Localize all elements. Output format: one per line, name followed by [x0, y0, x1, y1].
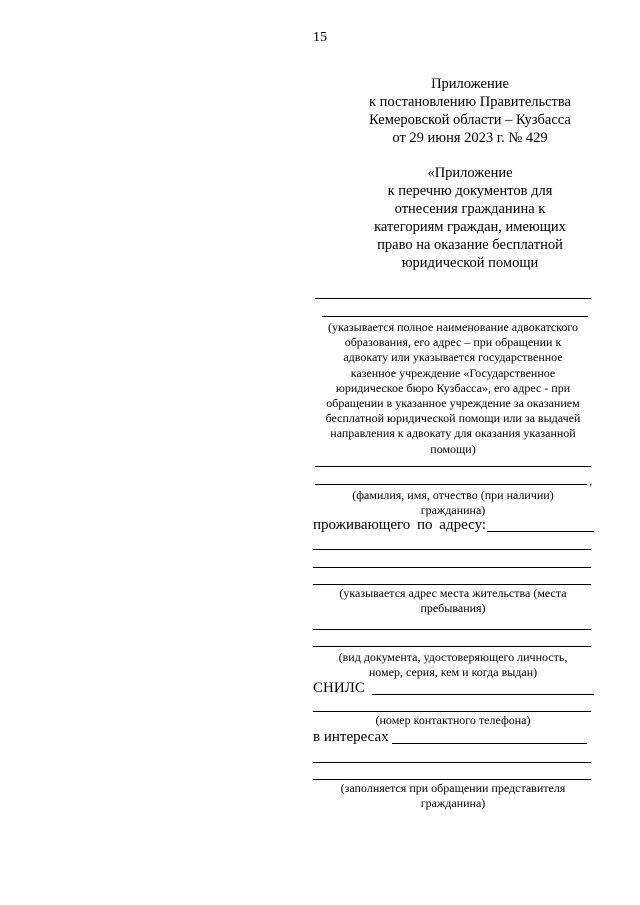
appendix-title-line: отнесения гражданина к — [394, 201, 546, 217]
hint-line: (заполняется при обращении представителя — [340, 781, 566, 795]
snils-field-line[interactable] — [372, 694, 594, 695]
interests-field-line[interactable] — [392, 743, 587, 744]
hint-line: гражданина) — [420, 796, 486, 811]
hint-line: номер, серия, кем и когда выдан) — [368, 665, 538, 680]
appendix-title-line: «Приложение — [427, 165, 513, 181]
header-line: к постановлению Правительства — [369, 94, 571, 110]
interests-field-line[interactable] — [313, 779, 591, 780]
hint-line: (указывается полное наименование адвокатского — [327, 320, 579, 334]
identity-field-line[interactable] — [313, 629, 591, 630]
hint-line: бесплатной юридической помощи или за выдачей — [325, 411, 581, 426]
name-hint — [312, 488, 594, 518]
phone-field-line[interactable] — [313, 711, 591, 712]
appendix-title-line: юридической помощи — [401, 255, 539, 271]
phone-hint — [312, 713, 594, 728]
hint-line: обращении в указанное учреждение за оказанием — [326, 396, 580, 411]
organization-field-line[interactable] — [315, 298, 591, 299]
name-field-line[interactable] — [315, 466, 591, 467]
hint-line: казенное учреждение «Государственное — [350, 365, 556, 380]
representative-hint — [312, 781, 594, 811]
hint-line: образования, его адрес – при обращении к — [344, 335, 562, 350]
address-field-line[interactable] — [313, 549, 591, 550]
hint-line: (номер контактного телефона) — [375, 713, 531, 727]
address-hint — [312, 586, 594, 616]
page-number: 15 — [313, 30, 327, 45]
interests-field-line[interactable] — [313, 762, 591, 763]
appendix-title-line: к перечню документов для — [387, 183, 553, 199]
name-field-line[interactable] — [315, 484, 587, 485]
name-comma: , — [589, 473, 593, 488]
header-line: Кемеровской области – Кузбасса — [369, 112, 571, 128]
hint-line: (указывается адрес места жительства (места — [339, 586, 567, 600]
hint-line: юридическое бюро Кузбасса», его адрес - при — [335, 380, 571, 395]
appendix-title-line: категориям граждан, имеющих — [374, 219, 566, 235]
snils-label: СНИЛС — [313, 680, 365, 696]
interests-label: в интересах — [313, 729, 389, 745]
identity-hint — [312, 650, 594, 680]
header-line: от 29 июня 2023 г. № 429 — [392, 130, 548, 146]
hint-line: помощи) — [430, 441, 476, 456]
appendix-title-line: право на оказание бесплатной — [377, 237, 563, 253]
hint-line: (вид документа, удостоверяющего личность, — [338, 650, 568, 664]
hint-line: направления к адвокату для оказания указанной — [330, 426, 576, 441]
hint-line: гражданина) — [420, 503, 486, 518]
organization-hint — [312, 320, 594, 457]
address-label: проживающего по адресу: — [313, 517, 487, 533]
address-field-line[interactable] — [487, 531, 594, 532]
header-line: Приложение — [431, 76, 509, 92]
address-field-line[interactable] — [313, 584, 591, 585]
identity-field-line[interactable] — [313, 646, 591, 647]
hint-line: (фамилия, имя, отчество (при наличии) — [352, 488, 554, 502]
hint-line: адвокату или указывается государственное — [343, 350, 563, 365]
hint-line: пребывания) — [420, 601, 486, 616]
address-field-line[interactable] — [313, 567, 591, 568]
organization-field-line[interactable] — [322, 316, 588, 317]
